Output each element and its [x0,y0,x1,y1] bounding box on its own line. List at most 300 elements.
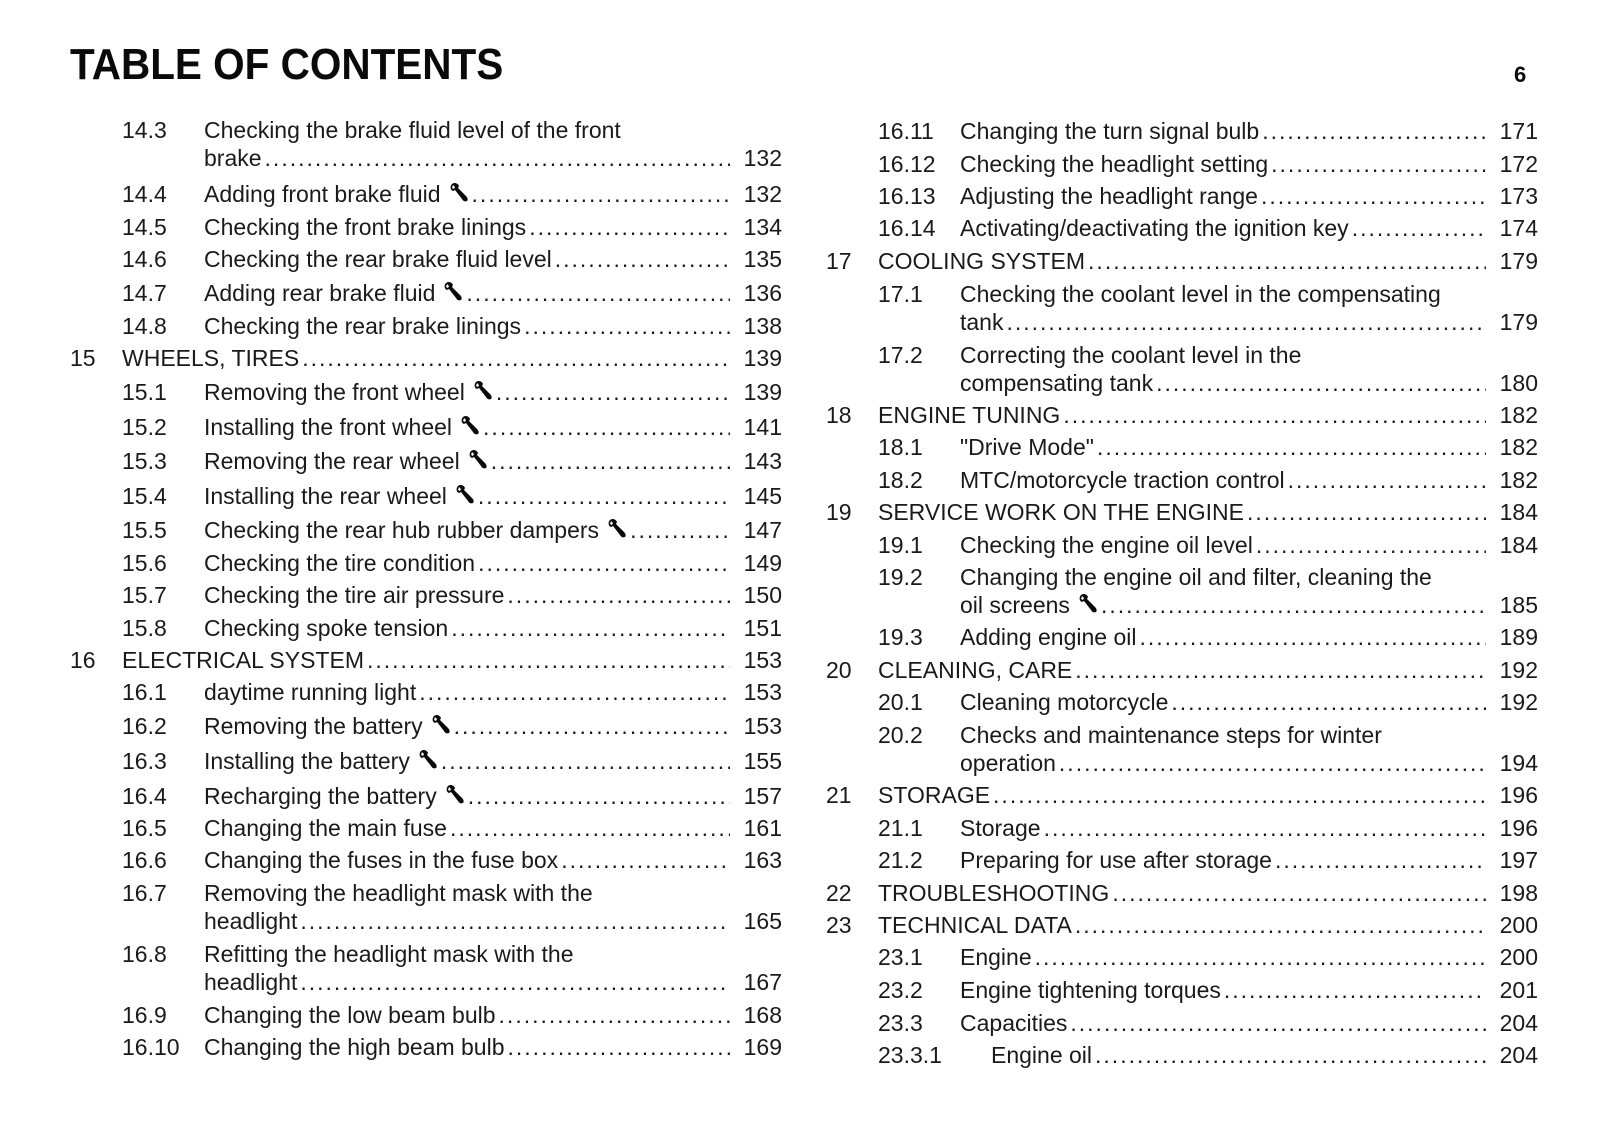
toc-entry-number: 19.3 [878,624,923,650]
toc-entry-line [204,549,782,578]
dot-leader [466,279,730,308]
toc-entry-text-block [960,531,1538,560]
dot-leader [1059,749,1486,778]
toc-entry-title: Checking the engine oil level [960,532,1253,558]
toc-entry-number: 16.7 [122,880,167,906]
toc-entry-number: 19 [826,499,852,525]
wrench-icon [468,449,488,471]
toc-entry-title: operation [960,750,1056,776]
toc-entry-line [960,369,1538,398]
dot-leader [561,846,730,875]
toc-entry-page: 171 [1499,118,1538,144]
toc-entry-page: 182 [1499,402,1538,428]
toc-entry-text-block [878,656,1538,685]
toc-entry-title: Installing the battery [204,747,438,776]
toc-entry-number: 16.10 [122,1034,180,1060]
toc-entry-page: 197 [1499,847,1538,873]
toc-entry-title: tank [960,309,1004,335]
dot-leader [1070,1009,1486,1038]
toc-entry-page: 132 [743,145,782,171]
toc-entry-page: 153 [743,713,782,739]
toc-entry-first-line: Refitting the headlight mask with the [204,941,574,967]
wrench-icon [460,415,480,437]
toc-entry-title: ELECTRICAL SYSTEM [122,647,364,673]
toc-entry-page: 172 [1499,151,1538,177]
dot-leader [441,747,730,776]
toc-entry-title: Adding rear brake fluid [204,279,463,308]
toc-entry-text-block [122,646,782,675]
toc-entry-number: 23.1 [878,944,923,970]
dot-leader [483,413,730,442]
toc-entry-first-line: Changing the engine oil and filter, cleaning the [960,564,1432,590]
dot-leader [1097,433,1486,462]
toc-entry-line [960,531,1538,560]
toc-entry-text-block [878,879,1538,908]
toc-entry-title: Checking the rear brake linings [204,313,522,339]
toc-entry-number: 14.5 [122,214,167,240]
dot-leader [300,968,730,997]
toc-entry-text-block [204,678,782,707]
dot-leader [630,516,730,545]
dot-leader [1262,117,1486,146]
toc-entry-page: 153 [743,647,782,673]
toc-entry-text-block [204,378,782,407]
toc-entry-title: Engine oil [991,1042,1093,1068]
toc-entry-text-block [204,116,782,173]
dot-leader [367,646,730,675]
dot-leader [993,781,1486,810]
toc-entry-page: 189 [1499,624,1538,650]
toc-entry-page: 143 [743,448,782,474]
toc-entry-page: 198 [1499,880,1538,906]
toc-entry-line [960,308,1538,337]
dot-leader [1006,308,1486,337]
dot-leader [265,144,730,173]
toc-entry-title: headlight [204,969,298,995]
toc-entry-text-block [960,563,1538,620]
toc-entry-title: Checking spoke tension [204,615,449,641]
toc-entry-title: Changing the turn signal bulb [960,118,1260,144]
toc-entry-page: 180 [1499,370,1538,396]
dot-leader [1112,879,1486,908]
toc-entry-line [204,180,782,209]
toc-entry-title: daytime running light [204,679,417,705]
toc-entry-number: 16.1 [122,679,167,705]
toc-entry-line [878,879,1538,908]
toc-entry-line [960,688,1538,717]
toc-entry-page: 147 [743,517,782,543]
toc-entry-line [878,781,1538,810]
toc-entry-page: 192 [1499,689,1538,715]
toc-entry-text-block [991,1041,1538,1070]
page-title: TABLE OF CONTENTS [70,40,504,89]
toc-entry-line [204,846,782,875]
toc-entry-number: 15.2 [122,414,167,440]
toc-entry-text-block [960,1009,1538,1038]
dot-leader [524,312,730,341]
dot-leader [507,581,730,610]
toc-entry-title: Removing the battery [204,712,451,741]
dot-leader [451,614,730,643]
dot-leader [1095,1041,1486,1070]
toc-entry-text-block [204,614,782,643]
toc-entry-line [204,482,782,511]
toc-entry-title: TECHNICAL DATA [878,912,1072,938]
toc-entry-number: 16.14 [878,215,936,241]
toc-entry-number: 18.1 [878,434,923,460]
toc-entry-text-block [204,814,782,843]
toc-entry-title: Checking the front brake linings [204,214,527,240]
toc-entry-first-line: Correcting the coolant level in the [960,342,1302,368]
toc-entry-number: 15 [70,345,96,371]
toc-entry-page: 196 [1499,782,1538,808]
toc-entry-first-line: Checks and maintenance steps for winter [960,722,1382,748]
toc-entry-text-block [960,280,1538,337]
dot-leader [555,245,730,274]
toc-entry-line [204,245,782,274]
toc-entry-page: 200 [1499,944,1538,970]
toc-entry-text-block [960,846,1538,875]
dot-leader [491,447,730,476]
dot-leader [1101,591,1486,620]
dot-leader [1171,688,1486,717]
toc-entry-page: 196 [1499,815,1538,841]
toc-entry-line [204,279,782,308]
toc-entry-title: compensating tank [960,370,1154,396]
toc-entry-text-block [960,721,1538,778]
toc-entry-first-line: Removing the headlight mask with the [204,880,593,906]
toc-entry-text-block [960,976,1538,1005]
wrench-icon [473,380,493,402]
toc-entry-number: 23.3.1 [878,1042,942,1068]
toc-entry-line [204,144,782,173]
toc-entry-page: 168 [743,1002,782,1028]
dot-leader [1275,846,1486,875]
toc-entry-title: TROUBLESHOOTING [878,880,1110,906]
toc-entry-line [204,516,782,545]
toc-entry-text-block [204,1001,782,1030]
toc-entry-page: 173 [1499,183,1538,209]
toc-entry-line [960,117,1538,146]
toc-entry-page: 185 [1499,592,1538,618]
toc-entry-text-block [204,782,782,811]
toc-entry-page: 194 [1499,750,1538,776]
toc-entry-number: 14.6 [122,246,167,272]
toc-entry-number: 16.8 [122,941,167,967]
toc-entry-line [878,247,1538,276]
toc-entry-text-block [878,401,1538,430]
dot-leader [450,814,730,843]
toc-entry-text-block [960,341,1538,398]
toc-entry-title: Checking the rear brake fluid level [204,246,552,272]
toc-entry-line [960,1009,1538,1038]
toc-entry-number: 21 [826,782,852,808]
toc-entry-number: 17.1 [878,281,923,307]
toc-entry-title: Adjusting the headlight range [960,183,1258,209]
toc-entry-text-block [204,846,782,875]
wrench-icon [431,714,451,736]
toc-entry-title: Changing the fuses in the fuse box [204,847,559,873]
toc-entry-text-block [204,879,782,936]
toc-entry-page: 153 [743,679,782,705]
dot-leader [419,678,730,707]
toc-entry-text-block [204,549,782,578]
wrench-icon [449,182,469,204]
toc-entry-number: 15.4 [122,483,167,509]
toc-entry-title: Installing the rear wheel [204,482,475,511]
toc-entry-title: Checking the headlight setting [960,151,1269,177]
toc-entry-number: 14.8 [122,313,167,339]
toc-entry-page: 204 [1499,1010,1538,1036]
dot-leader [300,907,730,936]
toc-entry-number: 14.4 [122,181,167,207]
toc-entry-line [122,344,782,373]
toc-entry-title: WHEELS, TIRES [122,345,300,371]
toc-entry-page: 201 [1499,977,1538,1003]
toc-entry-text-block [960,150,1538,179]
dot-leader [1256,531,1486,560]
toc-entry-title: Changing the main fuse [204,815,447,841]
toc-entry-line [960,182,1538,211]
dot-leader [1288,466,1486,495]
dot-leader [1352,214,1486,243]
toc-entry-page: 182 [1499,434,1538,460]
toc-entry-title: Engine tightening torques [960,977,1221,1003]
toc-entry-title: Checking the tire condition [204,550,476,576]
toc-entry-line [204,447,782,476]
toc-entry-page: 165 [743,908,782,934]
toc-entry-text-block [960,466,1538,495]
toc-entry-line [204,747,782,776]
toc-entry-number: 19.1 [878,532,923,558]
dot-leader [1139,623,1486,652]
toc-entry-text-block [878,911,1538,940]
toc-entry-title: Activating/deactivating the ignition key [960,215,1349,241]
toc-entry-text-block [204,482,782,511]
wrench-icon [1078,593,1098,615]
toc-entry-page: 179 [1499,309,1538,335]
toc-entry-page: 163 [743,847,782,873]
toc-entry-number: 23.3 [878,1010,923,1036]
toc-entry-line [878,656,1538,685]
toc-entry-page: 141 [743,414,782,440]
dot-leader [478,482,730,511]
toc-entry-line [960,846,1538,875]
toc-entry-title: SERVICE WORK ON THE ENGINE [878,499,1244,525]
toc-entry-number: 20 [826,657,852,683]
toc-entry-text-block [204,516,782,545]
toc-entry-page: 155 [743,748,782,774]
toc-entry-page: 169 [743,1034,782,1060]
dot-leader [478,549,730,578]
toc-entry-number: 15.6 [122,550,167,576]
toc-entry-page: 184 [1499,532,1538,558]
toc-entry-title: "Drive Mode" [960,434,1094,460]
toc-entry-title: Changing the high beam bulb [204,1034,505,1060]
toc-entry-line [204,814,782,843]
toc-entry-title: Installing the front wheel [204,413,480,442]
toc-entry-text-block [960,182,1538,211]
toc-entry-page: 135 [743,246,782,272]
toc-entry-number: 15.7 [122,582,167,608]
toc-entry-text-block [878,781,1538,810]
toc-entry-text-block [122,344,782,373]
toc-entry-page: 200 [1499,912,1538,938]
toc-entry-title: Checking the tire air pressure [204,582,505,608]
toc-entry-title: Changing the low beam bulb [204,1002,496,1028]
toc-entry-page: 132 [743,181,782,207]
toc-entry-page: 150 [743,582,782,608]
toc-entry-line [204,712,782,741]
toc-entry-line [878,401,1538,430]
toc-entry-title: brake [204,145,262,171]
toc-entry-title: Adding engine oil [960,624,1137,650]
toc-entry-title: Removing the front wheel [204,378,493,407]
toc-entry-line [960,466,1538,495]
toc-entry-line [204,581,782,610]
toc-entry-number: 16.6 [122,847,167,873]
toc-entry-line [960,623,1538,652]
toc-entry-first-line: Checking the coolant level in the compensating [960,281,1441,307]
toc-entry-line [960,976,1538,1005]
toc-entry-line [878,498,1538,527]
toc-entry-number: 21.2 [878,847,923,873]
toc-entry-number: 16.11 [878,118,934,144]
toc-entry-number: 17.2 [878,342,923,368]
toc-entry-page: 167 [743,969,782,995]
dot-leader [1088,247,1486,276]
dot-leader [1156,369,1486,398]
toc-entry-number: 16.3 [122,748,167,774]
toc-entry-text-block [878,498,1538,527]
toc-entry-text-block [960,688,1538,717]
toc-entry-line [204,1033,782,1062]
toc-entry-line [204,213,782,242]
toc-entry-line [204,968,782,997]
dot-leader [1271,150,1486,179]
toc-entry-number: 18 [826,402,852,428]
toc-entry-title: Storage [960,815,1041,841]
wrench-icon [607,518,627,540]
toc-entry-page: 151 [743,615,782,641]
toc-entry-number: 16.13 [878,183,936,209]
toc-entry-line [878,911,1538,940]
toc-entry-line [960,943,1538,972]
toc-entry-number: 16.5 [122,815,167,841]
dot-leader [499,1001,730,1030]
dot-leader [529,213,730,242]
toc-entry-title: Capacities [960,1010,1068,1036]
toc-entry-text-block [204,312,782,341]
toc-entry-page: 145 [743,483,782,509]
toc-entry-number: 15.3 [122,448,167,474]
toc-entry-number: 20.2 [878,722,923,748]
toc-entry-text-block [204,279,782,308]
toc-entry-text-block [204,1033,782,1062]
toc-entry-line [960,749,1538,778]
toc-entry-number: 15.5 [122,517,167,543]
toc-entry-text-block [960,214,1538,243]
toc-entry-line [960,433,1538,462]
toc-entry-page: 192 [1499,657,1538,683]
toc-entry-number: 16 [70,647,96,673]
toc-entry-page: 174 [1499,215,1538,241]
toc-entry-title: Preparing for use after storage [960,847,1272,873]
dot-leader [1063,401,1486,430]
dot-leader [1044,814,1486,843]
toc-entry-text-block [204,712,782,741]
toc-entry-number: 17 [826,248,852,274]
toc-entry-number: 23 [826,912,852,938]
toc-entry-title: headlight [204,908,298,934]
toc-entry-text-block [960,433,1538,462]
toc-entry-text-block [204,581,782,610]
page-number: 6 [1514,62,1527,87]
toc-entry-number: 23.2 [878,977,923,1003]
wrench-icon [418,749,438,771]
toc-entry-text-block [204,180,782,209]
toc-entry-page: 149 [743,550,782,576]
toc-entry-line [204,1001,782,1030]
toc-entry-number: 15.8 [122,615,167,641]
toc-entry-text-block [204,413,782,442]
dot-leader [508,1033,730,1062]
toc-entry-line [960,591,1538,620]
dot-leader [496,378,730,407]
toc-entry-line [204,312,782,341]
toc-entry-text-block [878,247,1538,276]
toc-entry-first-line: Checking the brake fluid level of the front [204,117,621,143]
toc-entry-title: ENGINE TUNING [878,402,1061,428]
toc-entry-title: Cleaning motorcycle [960,689,1169,715]
toc-entry-title: STORAGE [878,782,991,808]
toc-entry-line [204,413,782,442]
toc-entry-text-block [204,213,782,242]
toc-entry-line [204,378,782,407]
dot-leader [1247,498,1486,527]
toc-entry-line [960,814,1538,843]
wrench-icon [455,484,475,506]
toc-entry-text-block [960,814,1538,843]
toc-entry-number: 16.12 [878,151,936,177]
toc-entry-number: 16.9 [122,1002,167,1028]
toc-entry-title: Recharging the battery [204,782,465,811]
toc-entry-text-block [960,623,1538,652]
toc-entry-text-block [204,245,782,274]
toc-entry-line [960,214,1538,243]
dot-leader [1035,943,1486,972]
toc-entry-title: COOLING SYSTEM [878,248,1086,274]
toc-entry-title: MTC/motorcycle traction control [960,467,1285,493]
toc-entry-number: 22 [826,880,852,906]
dot-leader [1075,656,1486,685]
toc-entry-number: 14.3 [122,117,167,143]
toc-entry-title: Engine [960,944,1032,970]
wrench-icon [443,281,463,303]
toc-entry-line [122,646,782,675]
toc-entry-line [960,150,1538,179]
toc-entry-title: Adding front brake fluid [204,180,469,209]
toc-entry-page: 139 [743,345,782,371]
toc-entry-text-block [960,117,1538,146]
dot-leader [454,712,730,741]
toc-entry-text-block [204,447,782,476]
toc-entry-number: 19.2 [878,564,923,590]
dot-leader [1224,976,1486,1005]
toc-entry-number: 21.1 [878,815,923,841]
dot-leader [468,782,730,811]
toc-entry-page: 134 [743,214,782,240]
